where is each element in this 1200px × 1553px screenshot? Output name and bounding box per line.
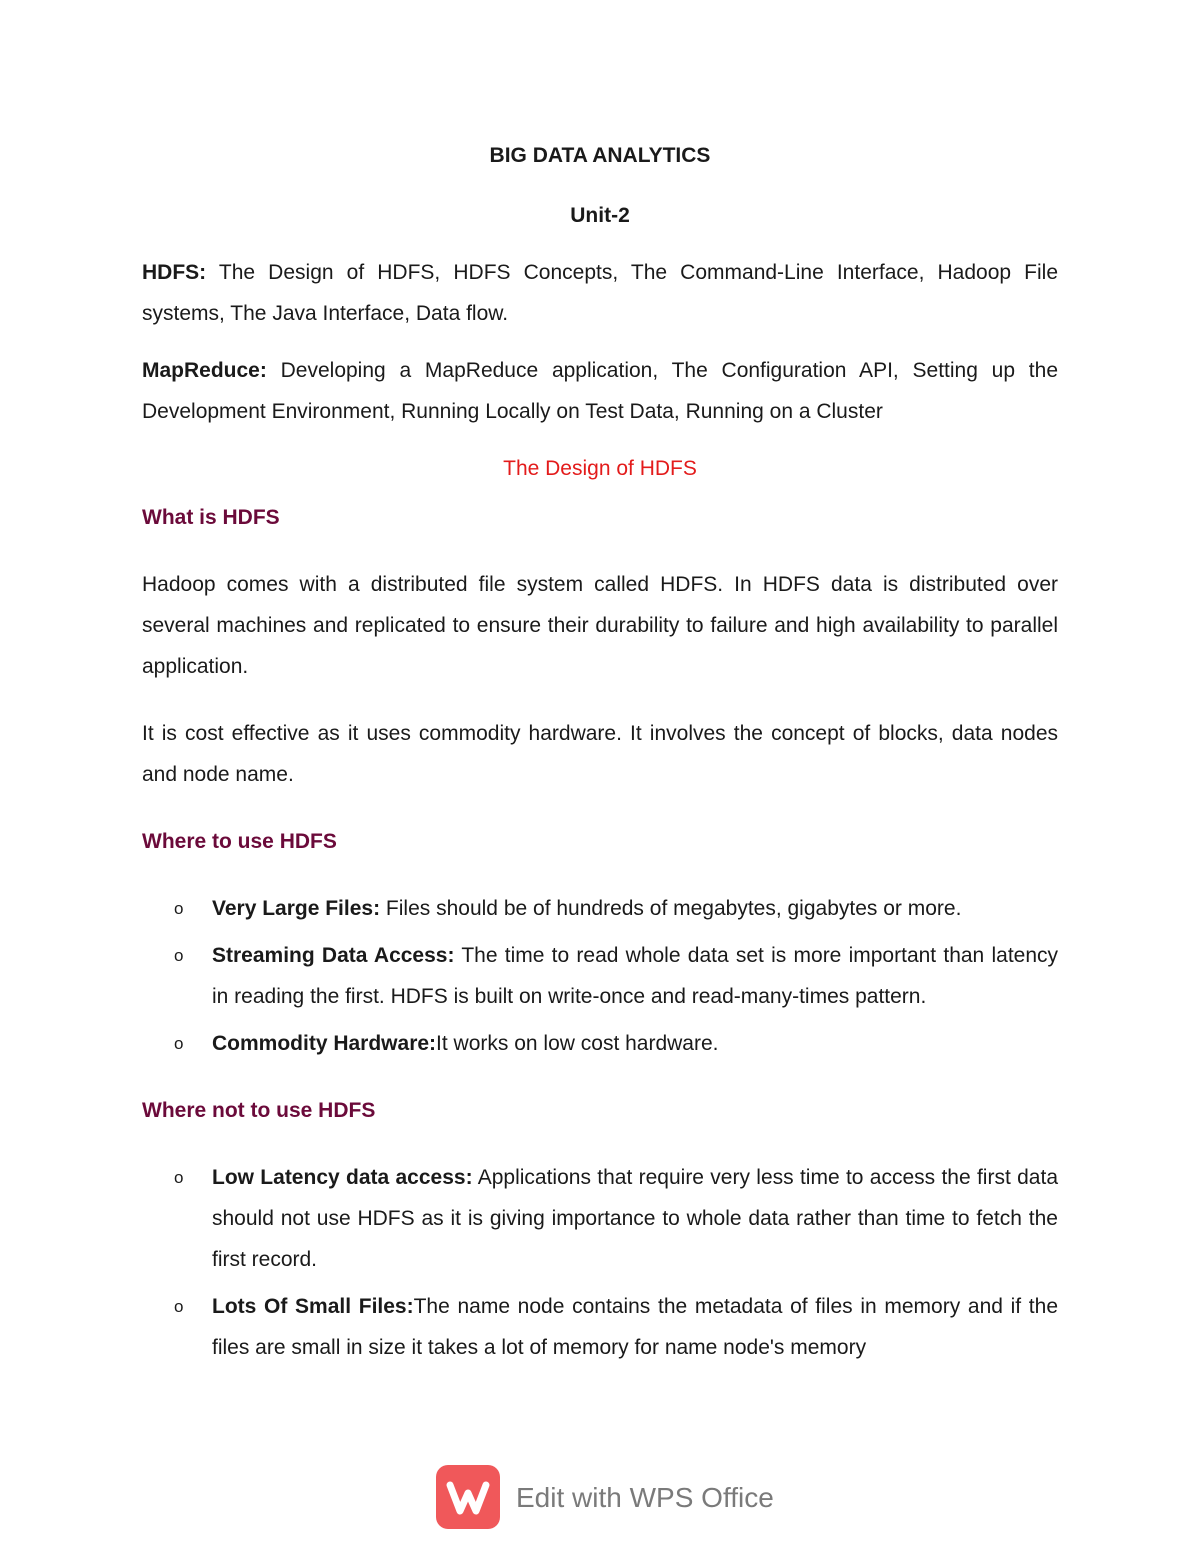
bullet-marker: o (174, 946, 184, 965)
what-paragraph-2: It is cost effective as it uses commodity hardware. It involves the concept of blocks, data nodes and node name. (142, 722, 1058, 786)
mapreduce-topics-text: Developing a MapReduce application, The Configuration API, Setting up the Development Environment, Running Locally on Test Data, Running on a Cluster (142, 359, 1058, 423)
wps-logo-icon[interactable] (436, 1465, 500, 1529)
list-item (142, 1286, 1058, 1368)
list-item (142, 935, 1058, 1017)
bullet-marker: o (174, 1034, 184, 1053)
what-is-hdfs-heading: What is HDFS (142, 506, 280, 529)
list-item (142, 1157, 1058, 1280)
list-item (142, 888, 1058, 929)
edit-with-wps-link[interactable]: Edit with WPS Office (516, 1482, 774, 1513)
list-item-text: Applications that require very less time to access the first data should not use HDFS as it is giving importance to whole data rather than time to fetch the first record. (212, 1166, 1058, 1271)
bullet-marker: o (174, 899, 184, 918)
bullet-marker: o (174, 1168, 184, 1187)
list-item-label: Streaming Data Access: (212, 944, 455, 967)
list-item (142, 1023, 1058, 1064)
where-to-use-list (142, 888, 1058, 1064)
document-content (142, 138, 1058, 1374)
list-item-label: Commodity Hardware: (212, 1032, 437, 1055)
where-to-use-heading: Where to use HDFS (142, 830, 337, 853)
hdfs-label: HDFS: (142, 261, 207, 284)
mapreduce-topics-paragraph (142, 350, 1058, 432)
design-heading: The Design of HDFS (503, 457, 697, 480)
list-item-label: Lots Of Small Files: (212, 1295, 414, 1318)
document-title: BIG DATA ANALYTICS (489, 144, 711, 167)
list-item-text: The time to read whole data set is more important than latency in reading the first. HDFS is built on write-once and read-many-times pattern. (212, 944, 1059, 1008)
where-not-to-use-heading: Where not to use HDFS (142, 1099, 376, 1122)
list-item-text: The name node contains the metadata of files in memory and if the files are small in size it takes a lot of memory for name node's memory (212, 1295, 1058, 1359)
where-not-to-use-list (142, 1157, 1058, 1368)
unit-heading: Unit-2 (570, 204, 630, 227)
list-item-text: Files should be of hundreds of megabytes, gigabytes or more. (380, 897, 962, 920)
hdfs-topics-text: The Design of HDFS, HDFS Concepts, The Command-Line Interface, Hadoop File systems, The Java Interface, Data flow. (142, 261, 1058, 325)
hdfs-topics-paragraph (142, 252, 1058, 334)
what-paragraph-1: Hadoop comes with a distributed file system called HDFS. In HDFS data is distributed over several machines and replicated to ensure their durability to failure and high availability to parallel application. (142, 573, 1058, 678)
bullet-marker: o (174, 1297, 184, 1316)
list-item-label: Low Latency data access: (212, 1166, 473, 1189)
mapreduce-label: MapReduce: (142, 359, 267, 382)
list-item-text: It works on low cost hardware. (436, 1032, 719, 1055)
list-item-label: Very Large Files: (212, 897, 381, 920)
